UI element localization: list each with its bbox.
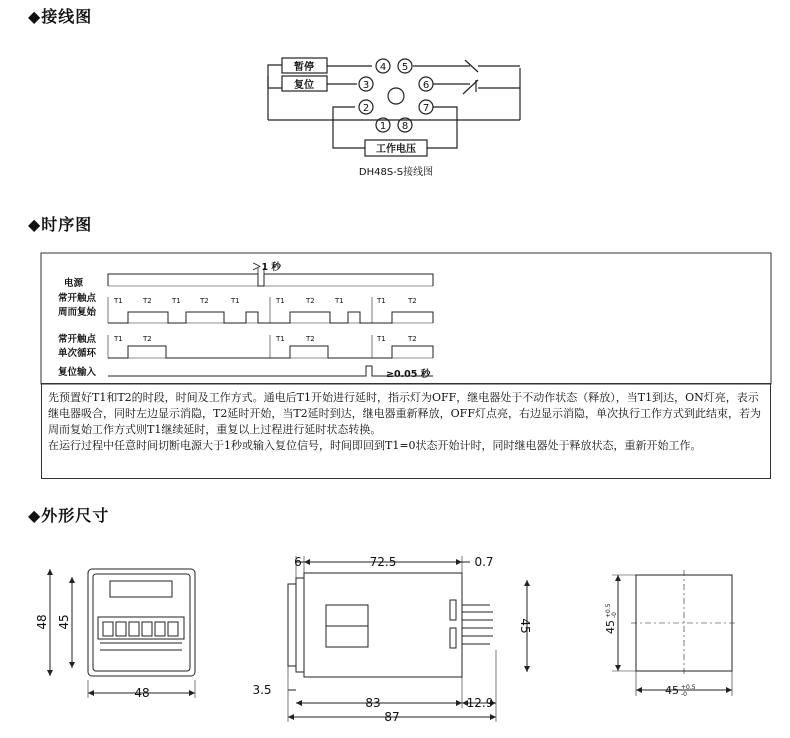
t1-mark: T1 — [276, 297, 285, 305]
timing-description — [41, 383, 771, 479]
pin-label-4: 4 — [379, 62, 387, 73]
pin-label-5: 5 — [401, 62, 409, 73]
row-cycle-label-1: 常开触点 — [58, 293, 97, 304]
gt1s-label: ＞1 秒 — [252, 262, 281, 273]
row-single-label-1: 常开触点 — [58, 334, 97, 345]
pin-label-7: 7 — [422, 103, 430, 114]
description-paragraph-2: 在运行过程中任意时间切断电源大于1秒或输入复位信号，时间即回到T1=0状态开始计时，同时继电器处于释放状态，重新开始工作。 — [48, 439, 702, 452]
t1-mark: T1 — [114, 335, 123, 343]
ge005s-label: ≥0.05 秒 — [386, 369, 431, 380]
side-dim-0-7: 0.7 — [474, 555, 494, 569]
t2-mark: T2 — [408, 297, 417, 305]
t1-mark: T1 — [172, 297, 181, 305]
cutout-tol-v-minus: -0 — [611, 612, 618, 618]
front-width-dim: 48 — [134, 686, 150, 700]
side-dim-12-9: 12.9 — [466, 696, 494, 710]
row-reset-label: 复位输入 — [58, 367, 97, 378]
pin-label-1: 1 — [379, 121, 387, 132]
section-title-wiring: ◆接线图 — [28, 7, 93, 26]
description-paragraph-1: 先预置好T1和T2的时段，时间及工作方式。通电后T1开始进行延时，指示灯为OFF，继电器处于不动作状态（释放），当T1到达，ON灯亮，表示继电器吸合，同时左边显示消隐，T2延时开始，当T2延时到达，继电器重新释放，OFF灯点亮，右边显示消隐，单次执行工作方式到此结束，若为周而复始工作方式则T1继续延时，重复以上过程进行延时状态转换。 — [48, 391, 761, 436]
timing-waveforms — [108, 268, 433, 376]
cutout-view — [612, 570, 737, 696]
t1-mark: T1 — [335, 297, 344, 305]
t2-mark: T2 — [143, 335, 152, 343]
timing-frame — [41, 253, 771, 384]
side-dim-87: 87 — [384, 710, 400, 724]
front-view — [50, 569, 195, 698]
pin-label-8: 8 — [401, 121, 409, 132]
cutout-dim-v: 45 — [604, 620, 617, 634]
section-title-dimensions: ◆外形尺寸 — [28, 506, 110, 525]
side-dim-45: 45 — [518, 618, 532, 634]
side-dim-83: 83 — [365, 696, 381, 710]
pause-label: 暂停 — [294, 62, 314, 73]
pin-label-6: 6 — [422, 80, 430, 91]
pin-label-3: 3 — [362, 80, 370, 91]
cutout-tol-v-plus: +0.5 — [605, 603, 612, 618]
cutout-tol-h-plus: +0.5 — [681, 684, 696, 691]
t2-mark: T2 — [143, 297, 152, 305]
front-inner-dim: 45 — [57, 614, 71, 630]
cutout-tol-h-minus: -0 — [681, 691, 687, 698]
t2-mark: T2 — [306, 335, 315, 343]
t1-mark: T1 — [377, 297, 386, 305]
t2-mark: T2 — [408, 335, 417, 343]
side-dim-6: 6 — [294, 555, 302, 569]
cutout-dim-h: 45 — [665, 684, 679, 697]
pin-label-2: 2 — [362, 103, 370, 114]
voltage-label: 工作电压 — [376, 144, 416, 155]
reset-label: 复位 — [294, 80, 314, 91]
side-dim-72-5: 72.5 — [369, 555, 397, 569]
section-title-timing: ◆时序图 — [28, 215, 93, 234]
row-single-label-2: 单次循环 — [58, 348, 97, 359]
front-height-dim: 48 — [35, 614, 49, 630]
t2-mark: T2 — [200, 297, 209, 305]
t2-mark: T2 — [306, 297, 315, 305]
t1-mark: T1 — [114, 297, 123, 305]
wiring-caption: DH48S-S接线图 — [358, 167, 434, 178]
t1-mark: T1 — [231, 297, 240, 305]
t1-mark: T1 — [377, 335, 386, 343]
row-power-label: 电源 — [64, 278, 84, 289]
side-dim-3-5: 3.5 — [252, 683, 272, 697]
row-cycle-label-2: 周而复始 — [58, 307, 97, 318]
t1-mark: T1 — [276, 335, 285, 343]
